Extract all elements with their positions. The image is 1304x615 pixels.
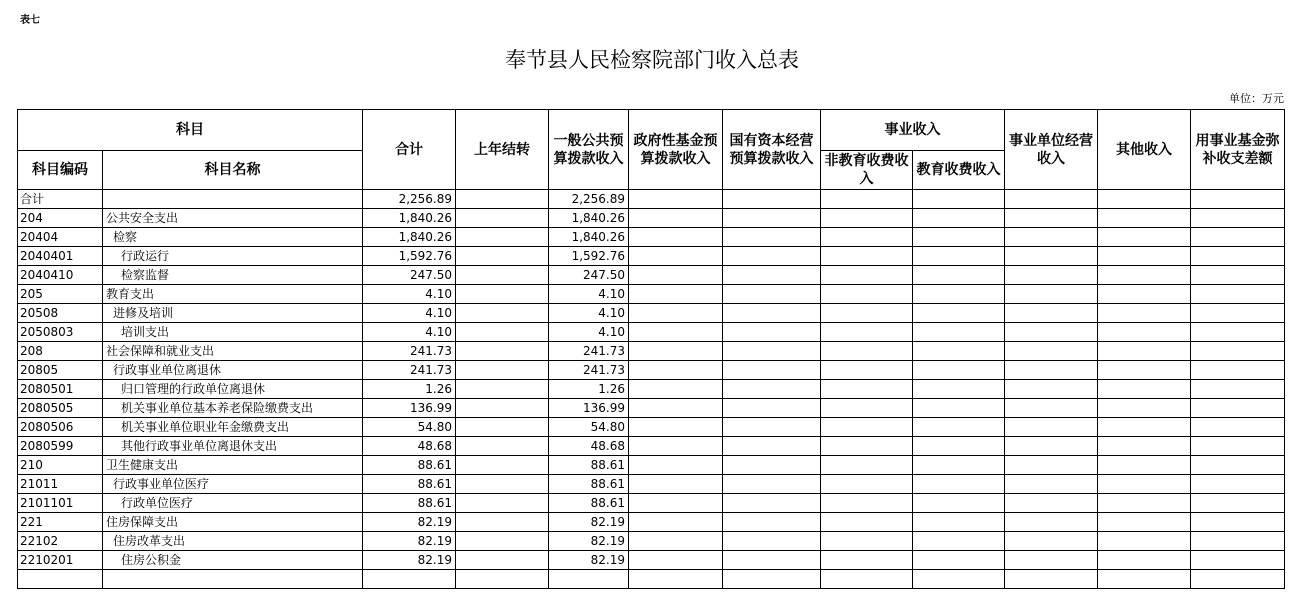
cell-carryover [456, 494, 549, 513]
cell-other [1098, 456, 1191, 475]
cell-fund-compensate [1191, 304, 1285, 323]
cell-non-edu-fee [821, 399, 913, 418]
cell-name: 机关事业单位基本养老保险缴费支出 [103, 399, 363, 418]
cell-non-edu-fee [821, 513, 913, 532]
cell-name: 教育支出 [103, 285, 363, 304]
cell-gov-fund [629, 361, 723, 380]
cell-total: 241.73 [363, 361, 456, 380]
cell-fund-compensate [1191, 190, 1285, 209]
cell-other [1098, 342, 1191, 361]
cell-fund-compensate [1191, 209, 1285, 228]
cell-name: 检察 [103, 228, 363, 247]
cell-general-budget: 4.10 [549, 323, 629, 342]
cell-general-budget: 2,256.89 [549, 190, 629, 209]
cell-gov-fund [629, 380, 723, 399]
cell-non-edu-fee [821, 247, 913, 266]
header-business-income: 事业收入 [821, 110, 1005, 151]
header-unit-operation: 事业单位经营收入 [1005, 110, 1098, 190]
cell-total: 82.19 [363, 532, 456, 551]
cell-state-capital [723, 456, 821, 475]
cell-gov-fund [629, 304, 723, 323]
cell-fund-compensate [1191, 437, 1285, 456]
cell-name: 培训支出 [103, 323, 363, 342]
cell-name [103, 190, 363, 209]
cell-non-edu-fee [821, 570, 913, 589]
cell-fund-compensate [1191, 399, 1285, 418]
cell-gov-fund [629, 342, 723, 361]
cell-general-budget: 1.26 [549, 380, 629, 399]
table-row [18, 266, 1285, 285]
header-state-capital: 国有资本经营预算拨款收入 [723, 110, 821, 190]
cell-carryover [456, 532, 549, 551]
cell-code: 2040410 [18, 266, 103, 285]
cell-edu-fee [913, 475, 1005, 494]
cell-edu-fee [913, 532, 1005, 551]
cell-state-capital [723, 551, 821, 570]
cell-total: 82.19 [363, 513, 456, 532]
cell-state-capital [723, 304, 821, 323]
table-row [18, 456, 1285, 475]
cell-general-budget: 1,840.26 [549, 228, 629, 247]
header-carryover: 上年结转 [456, 110, 549, 190]
cell-unit-operation [1005, 437, 1098, 456]
cell-state-capital [723, 475, 821, 494]
cell-total: 1,592.76 [363, 247, 456, 266]
cell-non-edu-fee [821, 475, 913, 494]
cell-general-budget: 136.99 [549, 399, 629, 418]
cell-name: 住房公积金 [103, 551, 363, 570]
cell-fund-compensate [1191, 342, 1285, 361]
cell-gov-fund [629, 247, 723, 266]
table-row [18, 323, 1285, 342]
cell-edu-fee [913, 380, 1005, 399]
cell-carryover [456, 228, 549, 247]
cell-name: 机关事业单位职业年金缴费支出 [103, 418, 363, 437]
cell-other [1098, 285, 1191, 304]
cell-state-capital [723, 418, 821, 437]
cell-gov-fund [629, 285, 723, 304]
cell-name: 社会保障和就业支出 [103, 342, 363, 361]
cell-fund-compensate [1191, 266, 1285, 285]
cell-edu-fee [913, 418, 1005, 437]
cell-carryover [456, 323, 549, 342]
cell-general-budget: 54.80 [549, 418, 629, 437]
cell-code: 22102 [18, 532, 103, 551]
cell-general-budget: 48.68 [549, 437, 629, 456]
cell-edu-fee [913, 570, 1005, 589]
cell-unit-operation [1005, 323, 1098, 342]
cell-carryover [456, 342, 549, 361]
cell-state-capital [723, 209, 821, 228]
cell-total: 2,256.89 [363, 190, 456, 209]
cell-other [1098, 513, 1191, 532]
cell-code: 2080506 [18, 418, 103, 437]
cell-state-capital [723, 437, 821, 456]
cell-carryover [456, 361, 549, 380]
cell-general-budget: 241.73 [549, 361, 629, 380]
cell-name: 行政事业单位医疗 [103, 475, 363, 494]
cell-gov-fund [629, 494, 723, 513]
cell-state-capital [723, 380, 821, 399]
cell-fund-compensate [1191, 285, 1285, 304]
cell-unit-operation [1005, 361, 1098, 380]
cell-other [1098, 266, 1191, 285]
cell-total: 136.99 [363, 399, 456, 418]
cell-carryover [456, 456, 549, 475]
cell-gov-fund [629, 209, 723, 228]
table-row [18, 209, 1285, 228]
cell-other [1098, 532, 1191, 551]
cell-carryover [456, 304, 549, 323]
cell-other [1098, 475, 1191, 494]
cell-code: 2050803 [18, 323, 103, 342]
cell-state-capital [723, 399, 821, 418]
cell-carryover [456, 475, 549, 494]
cell-edu-fee [913, 456, 1005, 475]
cell-other [1098, 437, 1191, 456]
cell-gov-fund [629, 551, 723, 570]
cell-other [1098, 304, 1191, 323]
cell-fund-compensate [1191, 380, 1285, 399]
cell-general-budget [549, 570, 629, 589]
cell-carryover [456, 513, 549, 532]
cell-fund-compensate [1191, 551, 1285, 570]
cell-other [1098, 361, 1191, 380]
cell-code: 2040401 [18, 247, 103, 266]
cell-edu-fee [913, 342, 1005, 361]
cell-code: 210 [18, 456, 103, 475]
header-edu-fee: 教育收费收入 [913, 151, 1005, 190]
cell-name [103, 570, 363, 589]
cell-state-capital [723, 513, 821, 532]
cell-general-budget: 82.19 [549, 551, 629, 570]
cell-non-edu-fee [821, 190, 913, 209]
cell-code: 2101101 [18, 494, 103, 513]
cell-unit-operation [1005, 551, 1098, 570]
cell-name: 检察监督 [103, 266, 363, 285]
cell-state-capital [723, 266, 821, 285]
cell-name: 行政事业单位离退休 [103, 361, 363, 380]
header-fund-compensate: 用事业基金弥补收支差额 [1191, 110, 1285, 190]
cell-general-budget: 82.19 [549, 513, 629, 532]
cell-edu-fee [913, 513, 1005, 532]
cell-unit-operation [1005, 532, 1098, 551]
cell-state-capital [723, 228, 821, 247]
cell-name: 其他行政事业单位离退休支出 [103, 437, 363, 456]
cell-name: 进修及培训 [103, 304, 363, 323]
cell-carryover [456, 570, 549, 589]
cell-other [1098, 228, 1191, 247]
cell-edu-fee [913, 266, 1005, 285]
cell-unit-operation [1005, 304, 1098, 323]
cell-edu-fee [913, 285, 1005, 304]
cell-fund-compensate [1191, 361, 1285, 380]
table-row [18, 285, 1285, 304]
cell-unit-operation [1005, 342, 1098, 361]
cell-carryover [456, 551, 549, 570]
cell-name: 住房改革支出 [103, 532, 363, 551]
header-total: 合计 [363, 110, 456, 190]
cell-non-edu-fee [821, 361, 913, 380]
cell-edu-fee [913, 304, 1005, 323]
cell-other [1098, 570, 1191, 589]
table-row [18, 247, 1285, 266]
cell-state-capital [723, 532, 821, 551]
header-other: 其他收入 [1098, 110, 1191, 190]
table-row [18, 228, 1285, 247]
cell-unit-operation [1005, 228, 1098, 247]
cell-fund-compensate [1191, 247, 1285, 266]
cell-unit-operation [1005, 418, 1098, 437]
cell-fund-compensate [1191, 418, 1285, 437]
cell-other [1098, 551, 1191, 570]
cell-total: 241.73 [363, 342, 456, 361]
cell-state-capital [723, 247, 821, 266]
cell-fund-compensate [1191, 456, 1285, 475]
cell-unit-operation [1005, 380, 1098, 399]
unit-label: 单位：万元 [1229, 92, 1284, 105]
cell-unit-operation [1005, 209, 1098, 228]
cell-total: 4.10 [363, 304, 456, 323]
cell-edu-fee [913, 437, 1005, 456]
cell-general-budget: 4.10 [549, 304, 629, 323]
cell-carryover [456, 285, 549, 304]
cell-fund-compensate [1191, 475, 1285, 494]
cell-general-budget: 1,592.76 [549, 247, 629, 266]
cell-name: 卫生健康支出 [103, 456, 363, 475]
cell-non-edu-fee [821, 209, 913, 228]
table-row [18, 475, 1285, 494]
cell-carryover [456, 437, 549, 456]
cell-total: 4.10 [363, 285, 456, 304]
cell-non-edu-fee [821, 532, 913, 551]
cell-other [1098, 190, 1191, 209]
cell-gov-fund [629, 532, 723, 551]
cell-unit-operation [1005, 456, 1098, 475]
cell-code: 205 [18, 285, 103, 304]
cell-unit-operation [1005, 513, 1098, 532]
cell-name: 行政运行 [103, 247, 363, 266]
table-row [18, 190, 1285, 209]
cell-other [1098, 209, 1191, 228]
cell-code: 20805 [18, 361, 103, 380]
cell-fund-compensate [1191, 570, 1285, 589]
page-title: 奉节县人民检察院部门收入总表 [505, 48, 799, 72]
cell-gov-fund [629, 475, 723, 494]
cell-edu-fee [913, 361, 1005, 380]
cell-edu-fee [913, 323, 1005, 342]
cell-fund-compensate [1191, 323, 1285, 342]
cell-name: 公共安全支出 [103, 209, 363, 228]
cell-general-budget: 88.61 [549, 475, 629, 494]
table-row [18, 380, 1285, 399]
cell-code: 2080505 [18, 399, 103, 418]
cell-fund-compensate [1191, 494, 1285, 513]
table-row [18, 551, 1285, 570]
header-code: 科目编码 [18, 151, 103, 190]
cell-code: 208 [18, 342, 103, 361]
cell-total: 247.50 [363, 266, 456, 285]
cell-name: 住房保障支出 [103, 513, 363, 532]
cell-general-budget: 82.19 [549, 532, 629, 551]
cell-total: 88.61 [363, 475, 456, 494]
table-row [18, 304, 1285, 323]
cell-non-edu-fee [821, 266, 913, 285]
cell-total: 88.61 [363, 456, 456, 475]
cell-gov-fund [629, 190, 723, 209]
cell-carryover [456, 247, 549, 266]
cell-state-capital [723, 190, 821, 209]
cell-total: 48.68 [363, 437, 456, 456]
cell-name: 行政单位医疗 [103, 494, 363, 513]
cell-gov-fund [629, 323, 723, 342]
cell-non-edu-fee [821, 494, 913, 513]
cell-general-budget: 4.10 [549, 285, 629, 304]
cell-state-capital [723, 285, 821, 304]
table-row [18, 570, 1285, 589]
cell-edu-fee [913, 190, 1005, 209]
cell-general-budget: 88.61 [549, 494, 629, 513]
cell-fund-compensate [1191, 532, 1285, 551]
cell-unit-operation [1005, 285, 1098, 304]
cell-edu-fee [913, 228, 1005, 247]
cell-total: 82.19 [363, 551, 456, 570]
cell-non-edu-fee [821, 437, 913, 456]
cell-total: 1,840.26 [363, 209, 456, 228]
cell-gov-fund [629, 399, 723, 418]
cell-edu-fee [913, 247, 1005, 266]
cell-unit-operation [1005, 475, 1098, 494]
cell-non-edu-fee [821, 456, 913, 475]
cell-carryover [456, 399, 549, 418]
cell-code: 2080599 [18, 437, 103, 456]
cell-code: 20404 [18, 228, 103, 247]
table-row [18, 513, 1285, 532]
cell-non-edu-fee [821, 342, 913, 361]
cell-state-capital [723, 361, 821, 380]
cell-other [1098, 494, 1191, 513]
table-row [18, 361, 1285, 380]
cell-carryover [456, 266, 549, 285]
cell-name: 归口管理的行政单位离退休 [103, 380, 363, 399]
header-subject: 科目 [18, 110, 363, 151]
cell-general-budget: 247.50 [549, 266, 629, 285]
cell-edu-fee [913, 209, 1005, 228]
cell-total: 54.80 [363, 418, 456, 437]
cell-carryover [456, 418, 549, 437]
cell-gov-fund [629, 437, 723, 456]
cell-state-capital [723, 570, 821, 589]
cell-general-budget: 241.73 [549, 342, 629, 361]
cell-other [1098, 418, 1191, 437]
cell-unit-operation [1005, 247, 1098, 266]
cell-code: 20508 [18, 304, 103, 323]
table-row [18, 532, 1285, 551]
cell-carryover [456, 190, 549, 209]
cell-unit-operation [1005, 266, 1098, 285]
cell-code [18, 570, 103, 589]
cell-unit-operation [1005, 570, 1098, 589]
cell-code: 2210201 [18, 551, 103, 570]
table-row [18, 342, 1285, 361]
cell-total: 1.26 [363, 380, 456, 399]
cell-total: 4.10 [363, 323, 456, 342]
cell-edu-fee [913, 494, 1005, 513]
cell-non-edu-fee [821, 304, 913, 323]
cell-non-edu-fee [821, 285, 913, 304]
cell-state-capital [723, 494, 821, 513]
cell-edu-fee [913, 551, 1005, 570]
header-general-budget: 一般公共预算拨款收入 [549, 110, 629, 190]
cell-gov-fund [629, 570, 723, 589]
cell-unit-operation [1005, 399, 1098, 418]
cell-carryover [456, 380, 549, 399]
cell-total: 88.61 [363, 494, 456, 513]
cell-code: 2080501 [18, 380, 103, 399]
cell-gov-fund [629, 513, 723, 532]
cell-code: 204 [18, 209, 103, 228]
cell-state-capital [723, 323, 821, 342]
cell-carryover [456, 209, 549, 228]
table-number-label: 表七 [20, 15, 40, 26]
header-non-edu-fee: 非教育收费收入 [821, 151, 913, 190]
cell-total: 1,840.26 [363, 228, 456, 247]
cell-code: 合计 [18, 190, 103, 209]
cell-state-capital [723, 342, 821, 361]
table-row [18, 399, 1285, 418]
cell-gov-fund [629, 266, 723, 285]
cell-unit-operation [1005, 190, 1098, 209]
table-row [18, 494, 1285, 513]
table-body [18, 190, 1285, 589]
cell-other [1098, 247, 1191, 266]
table-row [18, 437, 1285, 456]
cell-general-budget: 88.61 [549, 456, 629, 475]
cell-gov-fund [629, 456, 723, 475]
cell-fund-compensate [1191, 513, 1285, 532]
cell-non-edu-fee [821, 551, 913, 570]
cell-non-edu-fee [821, 228, 913, 247]
cell-non-edu-fee [821, 418, 913, 437]
header-gov-fund: 政府性基金预算拨款收入 [629, 110, 723, 190]
cell-fund-compensate [1191, 228, 1285, 247]
cell-edu-fee [913, 399, 1005, 418]
cell-gov-fund [629, 418, 723, 437]
cell-other [1098, 380, 1191, 399]
cell-non-edu-fee [821, 323, 913, 342]
cell-total [363, 570, 456, 589]
cell-unit-operation [1005, 494, 1098, 513]
income-table [17, 109, 1285, 589]
cell-code: 21011 [18, 475, 103, 494]
table-row [18, 418, 1285, 437]
cell-code: 221 [18, 513, 103, 532]
cell-non-edu-fee [821, 380, 913, 399]
cell-gov-fund [629, 228, 723, 247]
cell-other [1098, 323, 1191, 342]
header-name: 科目名称 [103, 151, 363, 190]
cell-general-budget: 1,840.26 [549, 209, 629, 228]
cell-other [1098, 399, 1191, 418]
